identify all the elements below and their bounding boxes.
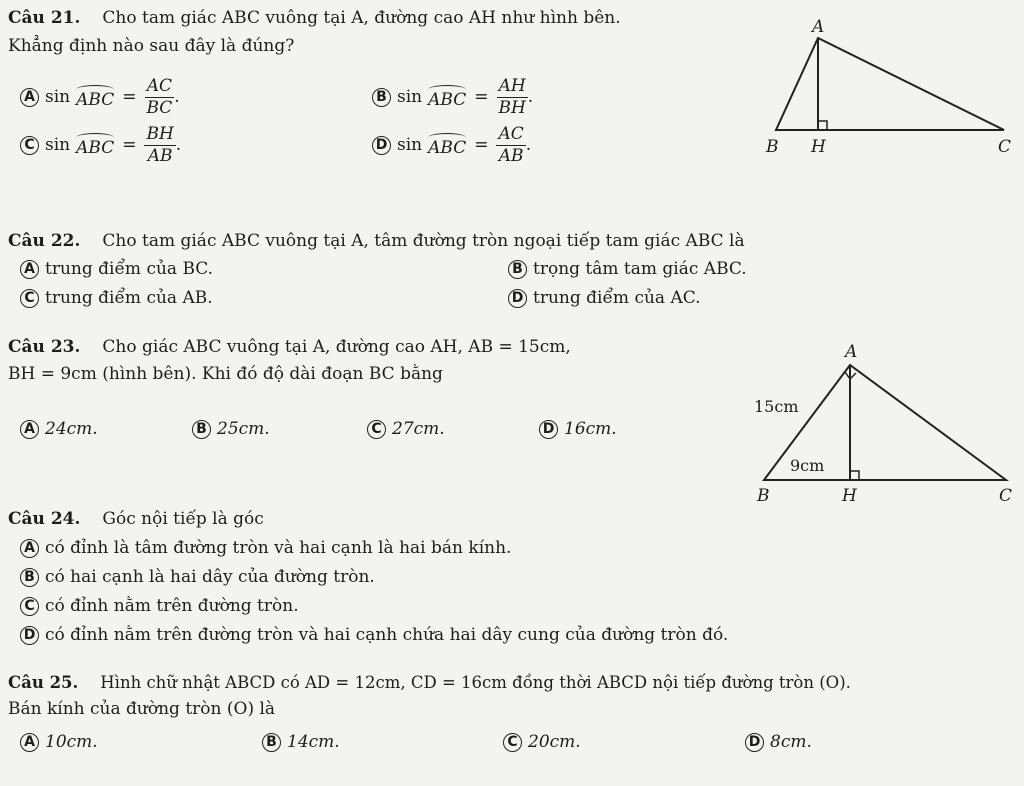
q24-stem-line (8, 509, 264, 529)
q23-label-c: C (999, 486, 1013, 506)
option-b-badge: B (192, 420, 211, 439)
q25-option-a-text: 10cm. (45, 732, 98, 752)
option-d-badge: D (508, 289, 527, 308)
q21-label-c: C (998, 137, 1012, 157)
q23-right-angle-mark (850, 471, 859, 480)
q25-option-a[interactable] (20, 732, 98, 752)
q23-option-a-text: 24cm. (45, 419, 98, 439)
q22-option-a-text: trung điểm của BC. (45, 259, 214, 279)
q21-option-d-formula: sin ABC = $\frac{AC}{AB}$ . (397, 124, 532, 166)
q22-option-c-text: trung điểm của AB. (45, 288, 213, 308)
option-a-badge: A (20, 420, 39, 439)
q23-option-d-text: 16cm. (564, 419, 617, 439)
q24-label: Câu 24. (8, 509, 81, 529)
option-b-badge: B (262, 733, 281, 752)
q23-label: Câu 23. (8, 337, 81, 357)
q25-option-b-text: 14cm. (287, 732, 340, 752)
option-a-badge: A (20, 260, 39, 279)
option-d-badge: D (20, 626, 39, 645)
q21-option-b-formula: sin ABC = $\frac{AH}{BH}$ . (397, 76, 534, 118)
q24-option-a[interactable] (20, 538, 511, 558)
q23-label-h: H (842, 486, 857, 506)
option-c-badge: C (503, 733, 522, 752)
q21-label: Câu 21. (8, 8, 81, 28)
q25-option-c-text: 20cm. (528, 732, 581, 752)
option-d-badge: D (745, 733, 764, 752)
q25-option-b[interactable] (262, 732, 340, 752)
q25-option-c[interactable] (503, 732, 581, 752)
option-a-badge: A (20, 88, 39, 107)
q24-option-d-text: có đỉnh nằm trên đường tròn và hai cạnh chứa hai dây cung của đường tròn đó. (45, 625, 729, 645)
q23-option-c-text: 27cm. (392, 419, 445, 439)
q22-option-d-text: trung điểm của AC. (533, 288, 701, 308)
q23-label-ab: 15cm (754, 397, 799, 416)
q24-option-d[interactable] (20, 625, 728, 645)
q21-label-b: B (766, 137, 779, 157)
q25-stem-line1 (8, 673, 851, 693)
q21-label-h: H (811, 137, 826, 157)
option-a-badge: A (20, 539, 39, 558)
q22-option-b-text: trọng tâm tam giác ABC. (533, 259, 747, 279)
q25-stem1: Hình chữ nhật ABCD có AD = 12cm, CD = 16cm đồng thời ABCD nội tiếp đường tròn (O). (100, 673, 851, 692)
option-b-badge: B (20, 568, 39, 587)
q24-option-c-text: có đỉnh nằm trên đường tròn. (45, 596, 299, 616)
q21-stem2: Khẳng định nào sau đây là đúng? (8, 36, 295, 56)
q23-stem1: Cho giác ABC vuông tại A, đường cao AH, AB = 15cm, (102, 337, 571, 357)
q24-stem: Góc nội tiếp là góc (102, 509, 264, 529)
option-b-badge: B (372, 88, 391, 107)
q21-option-c-formula: sin ABC = $\frac{BH}{AB}$ . (45, 124, 182, 166)
q25-option-d[interactable] (745, 732, 812, 752)
q23-label-bh: 9cm (790, 456, 825, 475)
q25-label: Câu 25. (8, 673, 79, 692)
option-c-badge: C (20, 289, 39, 308)
q24-option-c[interactable] (20, 596, 299, 616)
option-a-badge: A (20, 733, 39, 752)
q24-option-b[interactable] (20, 567, 375, 587)
q23-option-b-text: 25cm. (217, 419, 270, 439)
q25-option-d-text: 8cm. (770, 732, 812, 752)
q25-stem2: Bán kính của đường tròn (O) là (8, 699, 276, 719)
q21-option-a-formula: sin ABC = $\frac{AC}{BC}$ . (45, 76, 180, 118)
q22-stem: Cho tam giác ABC vuông tại A, tâm đường tròn ngoại tiếp tam giác ABC là (102, 231, 745, 251)
q23-label-a: A (845, 342, 858, 362)
q23-label-b: B (757, 486, 770, 506)
q24-option-a-text: có đỉnh là tâm đường tròn và hai cạnh là hai bán kính. (45, 538, 512, 558)
option-d-badge: D (539, 420, 558, 439)
q21-label-a: A (812, 17, 825, 37)
q23-stem2: BH = 9cm (hình bên). Khi đó độ dài đoạn BC bằng (8, 364, 443, 384)
option-d-badge: D (372, 136, 391, 155)
option-c-badge: C (20, 136, 39, 155)
q24-option-b-text: có hai cạnh là hai dây của đường tròn. (45, 567, 375, 587)
q21-stem1: Cho tam giác ABC vuông tại A, đường cao AH như hình bên. (102, 8, 621, 28)
q22-label: Câu 22. (8, 231, 81, 251)
option-b-badge: B (508, 260, 527, 279)
option-c-badge: C (20, 597, 39, 616)
option-c-badge: C (367, 420, 386, 439)
